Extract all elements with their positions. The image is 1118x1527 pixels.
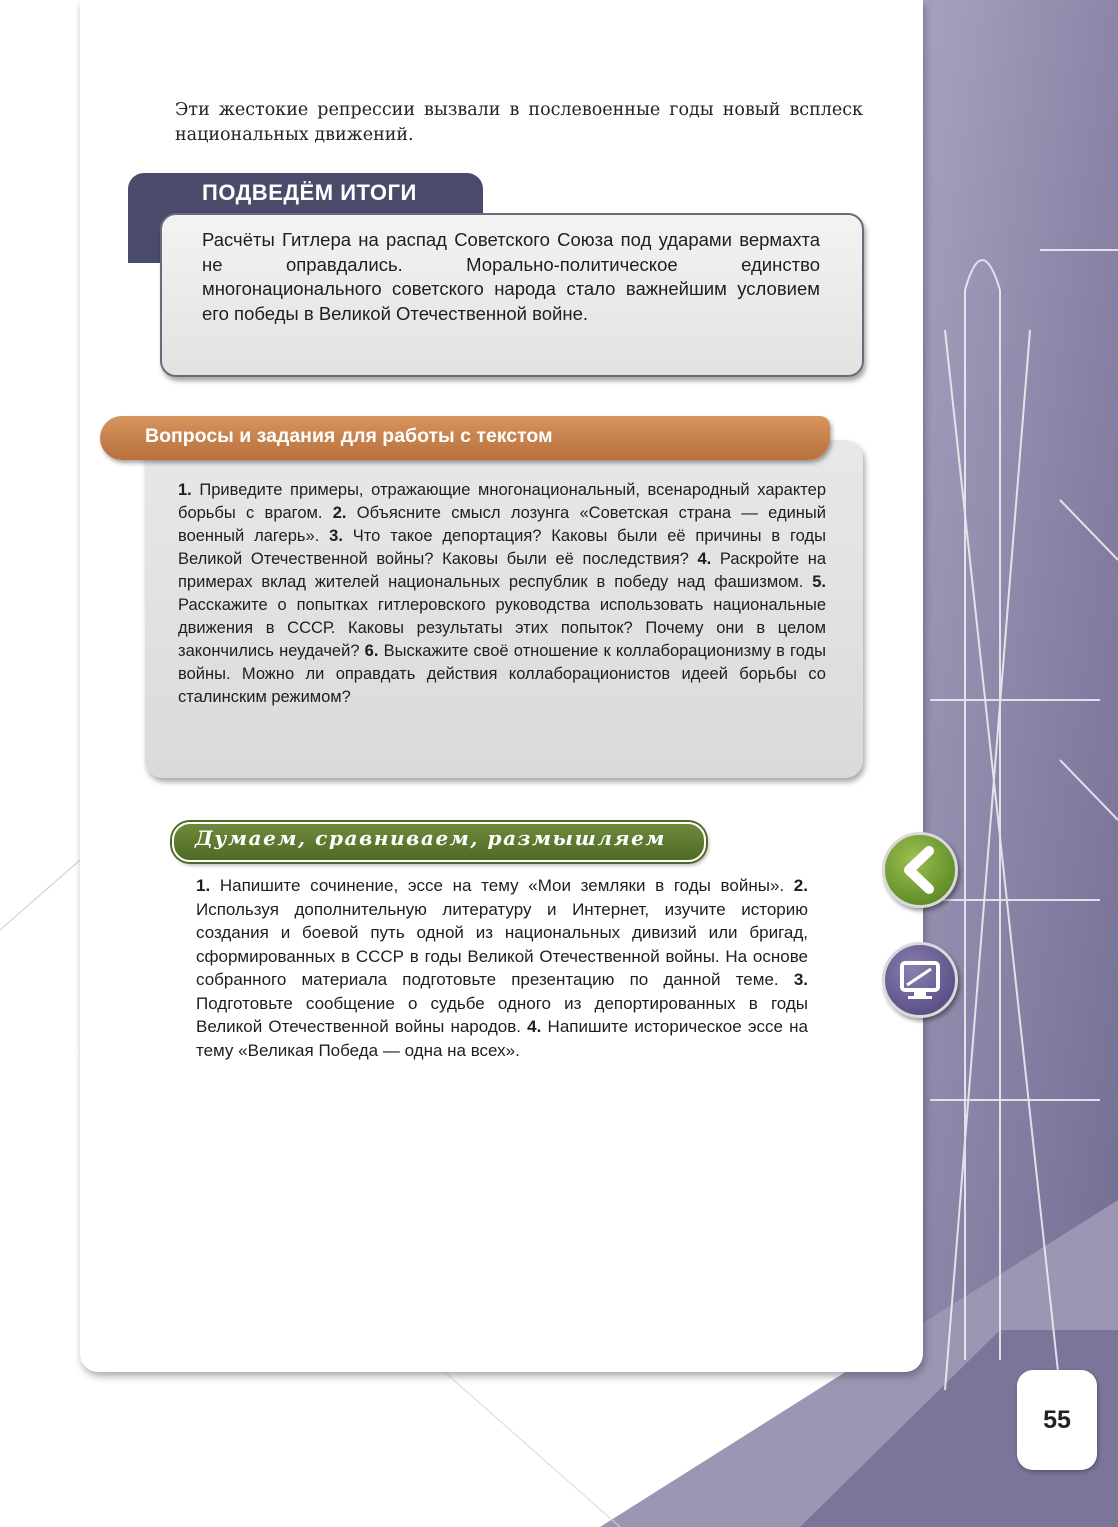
question-item: Выскажите своё отношение к коллаборационизму в годы войны. Можно ли оправдать действия коллаборационистов идеей борьбы со сталинским режимом? (178, 642, 827, 706)
question-item: Что такое депортация? Каковы были её причины в годы Великой Отечественной войны? Каковы были её последствия? (178, 527, 826, 568)
question-number: 2. (332, 504, 347, 522)
back-arrow-icon[interactable] (882, 832, 958, 908)
questions-title: Вопросы и задания для работы с текстом (145, 425, 553, 447)
task-number: 4. (527, 1017, 542, 1036)
intro-paragraph: Эти жестокие репрессии вызвали в послевоенные годы новый всплеск национальных движений. (175, 100, 863, 145)
question-number: 4. (697, 550, 712, 568)
think-text (196, 874, 808, 1062)
question-number: 5. (812, 573, 826, 591)
task-number: 3. (793, 970, 808, 989)
task-number: 1. (196, 876, 211, 895)
summary-title: ПОДВЕДЁМ ИТОГИ (202, 180, 417, 205)
question-number: 1. (178, 481, 192, 499)
task-number: 2. (793, 876, 808, 895)
task-item: Напишите историческое эссе на тему «Великая Победа — одна на всех». (196, 1017, 808, 1060)
questions-text (178, 479, 826, 709)
chevron-left-icon (885, 835, 955, 905)
task-item: Напишите сочинение, эссе на тему «Мои земляки в годы войны». (219, 876, 785, 895)
summary-text: Расчёты Гитлера на распад Советского Союза под ударами вермахта не оправдались. Морально-политическое единство многонационального советского народа стало важнейшим условием его победы в Великой Отечественной войне. (202, 229, 820, 324)
question-item: Раскройте на примерах вклад жителей национальных республик в победу над фашизмом. (178, 550, 826, 591)
task-item: Подготовьте сообщение о судьбе одного из депортированных в годы Великой Отечественной войны народов. (196, 993, 808, 1036)
question-item: Объясните смысл лозунга «Советская страна — единый военный лагерь». (178, 504, 826, 545)
question-number: 3. (329, 527, 343, 545)
question-number: 6. (364, 642, 379, 660)
think-title: Думаем, сравниваем, размышляем (195, 826, 667, 850)
page-number: 55 (1017, 1370, 1097, 1470)
monitor-icon[interactable] (882, 942, 958, 1018)
question-item: Расскажите о попытках гитлеровского руководства использовать национальные движения в СССР. Каковы результаты этих попыток? Почему они в целом закончились неудачей? (178, 596, 826, 660)
task-item: Используя дополнительную литературу и Интернет, изучите историю создания и боевой путь одной из национальных дивизий или бригад, сформированных в СССР в годы Великой Отечественной войны. На основе собранного материала подготовьте презентацию по данной теме. (196, 899, 808, 989)
computer-screen-icon (885, 945, 955, 1015)
question-item: Приведите примеры, отражающие многонациональный, всенародный характер борьбы с врагом. (178, 481, 826, 522)
